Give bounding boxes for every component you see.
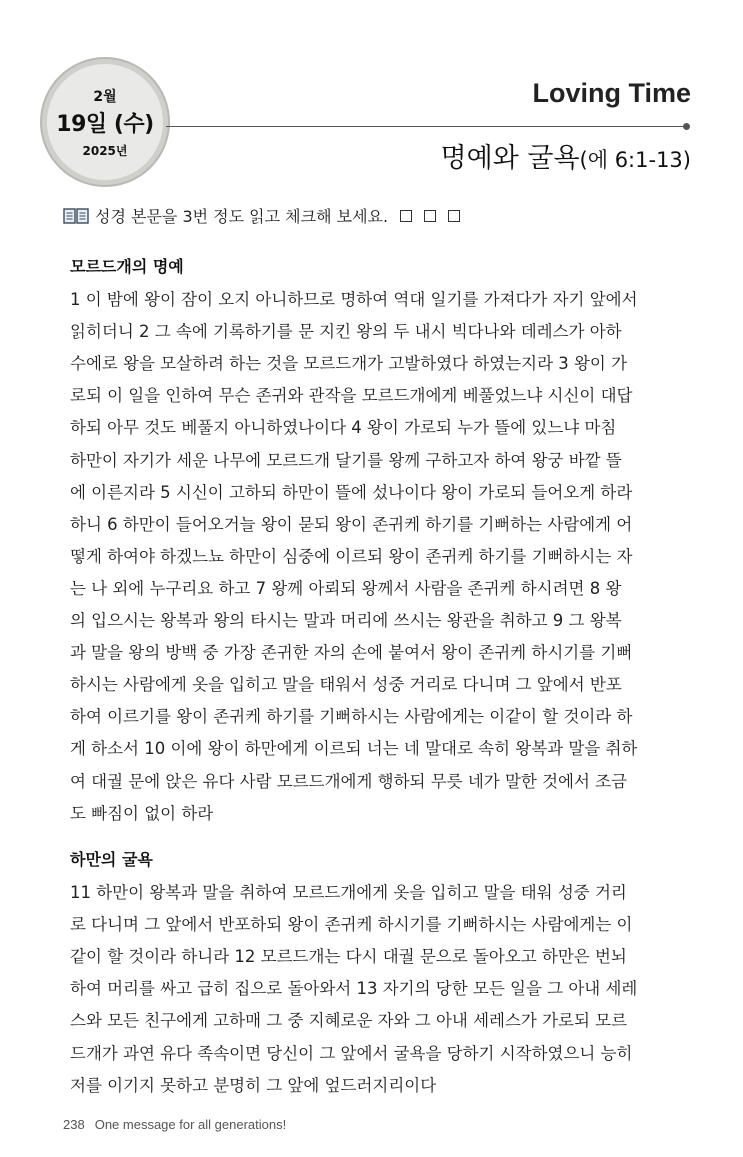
date-badge xyxy=(47,64,163,180)
verse-line: 저를 이기지 못하고 분명히 그 앞에 엎드러지리이다 xyxy=(70,1075,437,1095)
read-checkbox-2[interactable] xyxy=(424,210,436,222)
verse-line: 하니 6 하만이 들어오거늘 왕이 묻되 왕이 존귀케 하기를 기뻐하는 사람에게 어 xyxy=(70,514,633,534)
instruction-text: 성경 본문을 3번 정도 읽고 체크해 보세요. xyxy=(95,207,389,226)
verse-line: 여 대궐 문에 앉은 유다 사람 모르드개에게 행하되 무릇 네가 말한 것에서 조금 xyxy=(70,771,628,791)
page-footer xyxy=(63,1117,286,1132)
verse-line: 같이 할 것이라 하니라 12 모르드개는 다시 대궐 문으로 돌아오고 하만은 번뇌 xyxy=(70,947,627,967)
verse-line: 11 하만이 왕복과 말을 취하여 모르드개에게 옷을 입히고 말을 태워 성중 거리 xyxy=(70,883,627,902)
verse-line: 과 말을 왕의 방백 중 가장 존귀한 자의 손에 붙여서 왕이 존귀케 하시기를 기뻐 xyxy=(70,643,633,663)
verse-line: 1 이 밤에 왕이 잠이 오지 아니하므로 명하여 역대 일기를 가져다가 자기 앞에서 xyxy=(70,290,638,309)
verse-line: 하여 머리를 싸고 급히 집으로 돌아와서 13 자기의 당한 모든 일을 그 아내 세레 xyxy=(70,979,638,999)
verse-line: 에 이른지라 5 시신이 고하되 하만이 뜰에 섰나이다 왕이 가로되 들어오게 하라 xyxy=(70,482,633,502)
verse-line: 하되 아무 것도 베풀지 아니하였나이다 4 왕이 가로되 누가 뜰에 있느냐 마침 xyxy=(70,418,617,438)
date-month: 2월 xyxy=(93,89,117,105)
page-title xyxy=(441,136,691,175)
verse-line: 의 입으시는 왕복과 왕의 타시는 말과 머리에 쓰시는 왕관을 취하고 9 그 왕복 xyxy=(70,611,622,630)
verse-line: 하시는 사람에게 옷을 입히고 말을 태워서 성중 거리로 다니며 그 앞에서 반포 xyxy=(70,675,622,695)
verse-line: 수에로 왕을 모살하려 하는 것을 모르드개가 고발하였다 하였는지라 3 왕이 가 xyxy=(70,354,628,374)
verse-line: 드개가 과연 유다 족속이면 당신이 그 앞에서 굴욕을 당하기 시작하였으니 능히 xyxy=(70,1043,633,1063)
verse-line: 읽히더니 2 그 속에 기록하기를 문 지킨 왕의 두 내시 빅다나와 데레스가 아하 xyxy=(70,322,622,342)
verse-line: 로 다니며 그 앞에서 반포하되 왕이 존귀케 하시기를 기뻐하시는 사람에게는 이 xyxy=(70,915,633,935)
header-rule-dot xyxy=(683,123,690,130)
section-heading: 모르드개의 명예 xyxy=(70,257,184,276)
section-heading: 하만의 굴욕 xyxy=(70,850,153,869)
verse-line: 로되 이 일을 인하여 무슨 존귀와 관작을 모르드개에게 베풀었느냐 시신이 대답 xyxy=(70,386,633,406)
verse-line: 는 나 외에 누구리요 하고 7 왕께 아뢰되 왕께서 사람을 존귀케 하시려면 8 왕 xyxy=(70,578,622,598)
verse-line: 하만이 자기가 세운 나무에 모르드개 달기를 왕께 구하고자 하여 왕궁 바깥 뜰 xyxy=(70,450,622,470)
verse-line: 도 빠짐이 없이 하라 xyxy=(70,803,214,823)
date-year: 2025년 xyxy=(82,144,128,158)
series-title: Loving Time xyxy=(532,78,691,108)
read-checkbox-1[interactable] xyxy=(400,210,412,222)
verse-line: 게 하소서 10 이에 왕이 하만에게 이르되 너는 네 말대로 속히 왕복과 말을 취하 xyxy=(70,739,638,759)
verse-line: 떻게 하여야 하겠느뇨 하만이 심중에 이르되 왕이 존귀케 하기를 기뻐하시는 자 xyxy=(70,546,633,566)
verse-line: 하여 이르기를 왕이 존귀케 하기를 기뻐하시는 사람에게는 이같이 할 것이라 하 xyxy=(70,707,633,727)
open-book-icon xyxy=(63,207,89,225)
footer-slogan: One message for all generations! xyxy=(94,1117,287,1132)
page-number: 238 xyxy=(63,1117,85,1132)
date-day: 19일 (수) xyxy=(56,112,154,137)
reading-instruction xyxy=(63,204,460,227)
verse-line: 스와 모든 친구에게 고하매 그 중 지혜로운 자와 그 아내 세레스가 가로되 모르 xyxy=(70,1011,628,1031)
header-rule xyxy=(166,126,686,127)
read-checkbox-3[interactable] xyxy=(448,210,460,222)
title-reference: (에 6:1-13) xyxy=(579,148,691,172)
title-main: 명예와 굴욕 xyxy=(440,143,580,174)
